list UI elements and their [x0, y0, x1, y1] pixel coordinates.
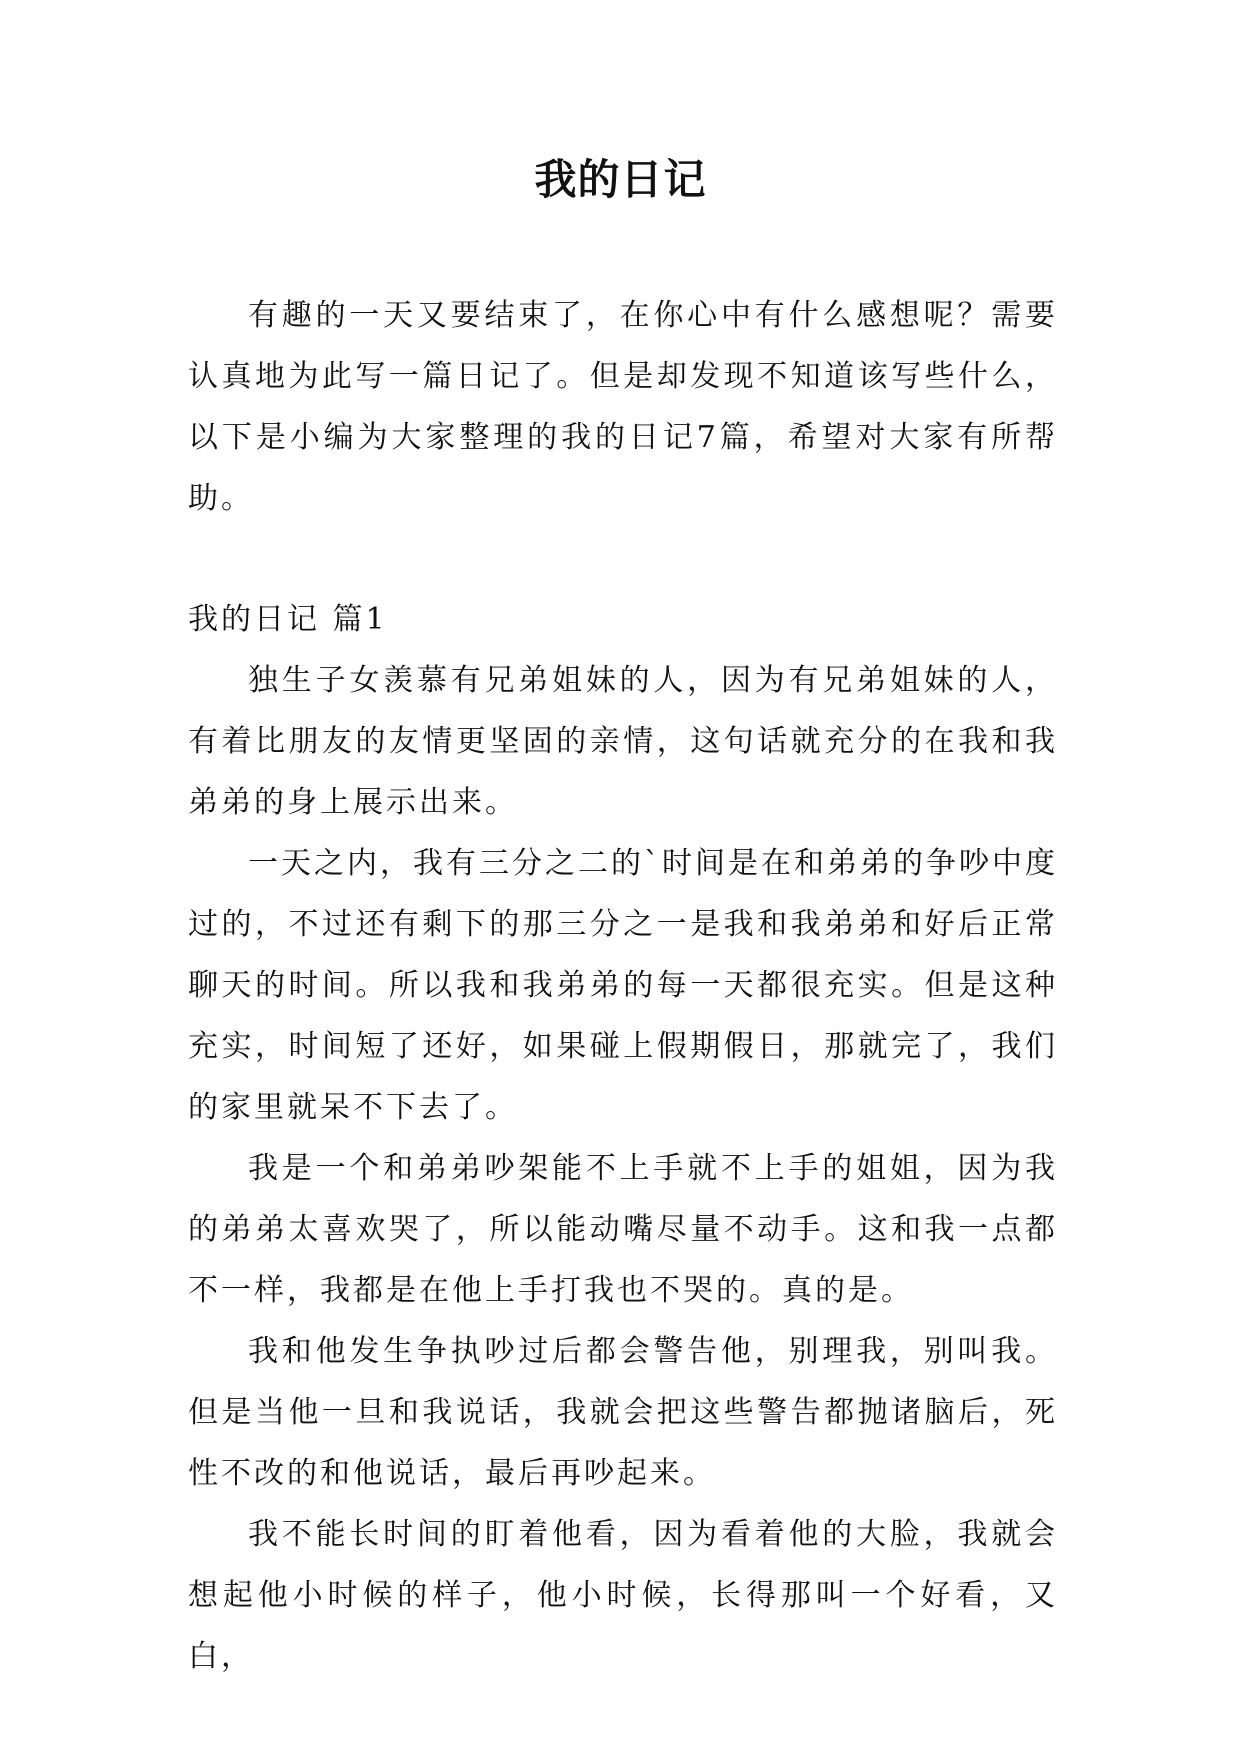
- document-title: 我的日记: [534, 155, 707, 204]
- body-paragraph: 一天之内，我有三分之二的`时间是在和弟弟的争吵中度过的，不过还有剩下的那三分之一是我和我弟弟和好后正常聊天的时间。所以我和我弟弟的每一天都很充实。但是这种充实，时间短了还好，如果碰上假期假日，那就完了，我们的家里就呆不下去了。: [188, 846, 1058, 1125]
- body-paragraph: 我不能长时间的盯着他看，因为看着他的大脸，我就会想起他小时候的样子，他小时候，长得那叫一个好看，又白，: [188, 1517, 1058, 1674]
- body-paragraph: 我和他发生争执吵过后都会警告他，别理我，别叫我。但是当他一旦和我说话，我就会把这些警告都抛诸脑后，死性不改的和他说话，最后再吵起来。: [188, 1334, 1058, 1491]
- body-paragraph: 独生子女羡慕有兄弟姐妹的人，因为有兄弟姐妹的人，有着比朋友的友情更坚固的亲情，这句话就充分的在我和我弟弟的身上展示出来。: [188, 663, 1058, 820]
- body-paragraph: 我是一个和弟弟吵架能不上手就不上手的姐姐，因为我的弟弟太喜欢哭了，所以能动嘴尽量不动手。这和我一点都不一样，我都是在他上手打我也不哭的。真的是。: [188, 1151, 1058, 1308]
- section-heading: 我的日记 篇1: [188, 602, 388, 637]
- document-body: [188, 285, 1058, 1687]
- intro-paragraph: 有趣的一天又要结束了，在你心中有什么感想呢？需要认真地为此写一篇日记了。但是却发现不知道该写些什么，以下是小编为大家整理的我的日记7篇，希望对大家有所帮助。: [188, 298, 1058, 516]
